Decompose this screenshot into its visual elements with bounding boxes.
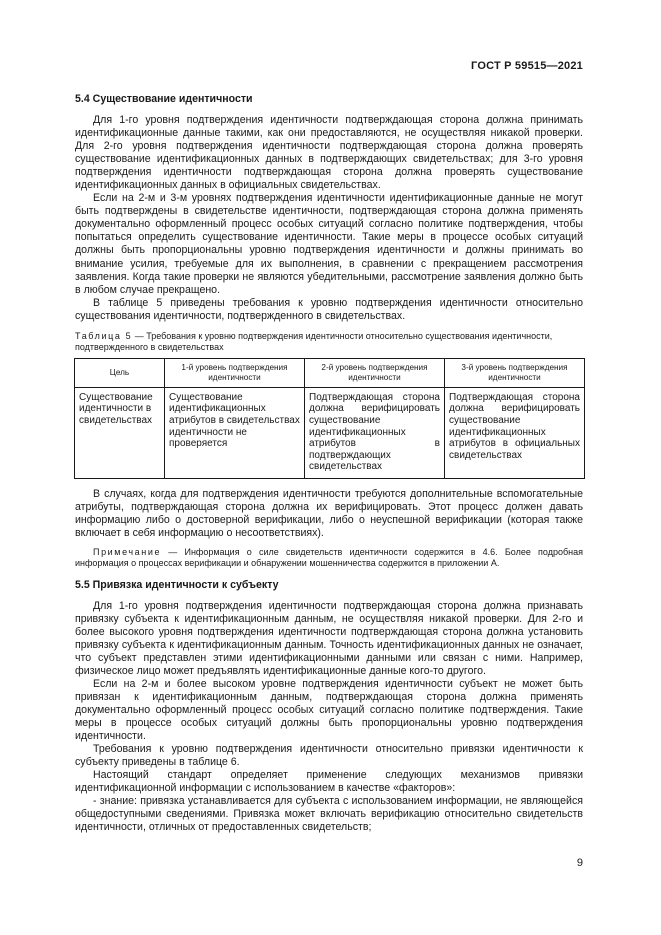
table-header-cell: Цель (75, 358, 165, 387)
paragraph: Настоящий стандарт определяет применение следующих механизмов привязки идентификационной информации с использованием в качестве «факторов»: (75, 769, 583, 795)
note (75, 547, 583, 570)
paragraph: Если на 2-м и более высоком уровне подтверждения идентичности субъект не может быть привязан к идентификационным данным, подтверждающая сторона должна применять документально оформленный процесс особых ситуаций согласно политике подтверждения. Такие меры в процессе особых ситуаций должны быть пропорциональны уровню подтверждения идентичности. (75, 677, 583, 743)
note-label: Примечание (93, 547, 162, 558)
table-header-cell: 3-й уровень подтверждения идентичности (445, 358, 585, 387)
table-header-cell: 1-й уровень подтверждения идентичности (165, 358, 305, 387)
section-5-5 (75, 579, 583, 835)
paragraph: Для 1-го уровня подтверждения идентичности подтверждающая сторона должна признавать привязку субъекта к идентификационным данным, не осуществляя никакой проверки. Для 2-го и более высокого уровня подтверждения идентичности подтверждающая сторона должна установить привязку субъекта к идентификационным данным. Точность идентификационных данных не означает, что субъект представлен этими идентификационными данными или связан с ними. Например, физическое лицо может предъявлять идентификационные данные кого-то другого. (75, 599, 583, 677)
table-header-row (75, 358, 585, 387)
paragraph: - знание: привязка устанавливается для субъекта с использованием информации, не являющейся общедоступными сведениями. Привязка может включать верификацию относительно свидетельств идентичности, отличных от предоставленных свидетельств; (75, 795, 583, 834)
paragraph: Если на 2-м и 3-м уровнях подтверждения идентичности идентификационные данные не могут быть подтверждены в свидетельстве идентичности, подтверждающая сторона должна применять документально оформленный процесс особых ситуаций согласно политике подтверждения, чтобы попытаться определить существование идентичности. Такие меры в процессе особых ситуаций должны быть пропорциональны уровню подтверждения идентичности и должны принимать во внимание усилия, требуемые для их выполнения, в сравнении с прекращением рассмотрения заявления. Когда такие проверки не являются убедительными, рассмотрение заявления должно быть в любом случае прекращено. (75, 192, 583, 296)
table-caption (75, 331, 583, 353)
paragraph: Требования к уровню подтверждения идентичности относительно привязки идентичности к субъекту приведены в таблице 6. (75, 743, 583, 769)
table-cell: Существование идентификационных атрибутов в свидетельствах идентичности не проверяется (165, 387, 305, 478)
table-header-cell: 2-й уровень подтверждения идентичности (305, 358, 445, 387)
table-row (75, 387, 585, 478)
requirements-table (74, 358, 585, 479)
document-code: ГОСТ Р 59515—2021 (471, 60, 583, 72)
note-text: — Информация о силе свидетельств идентичности содержится в 4.6. Более подробная информация о процессах верификации и обнаружении мошенничества содержится в приложении А. (75, 547, 583, 569)
table-caption-label: Таблица 5 (75, 330, 133, 341)
section-heading: 5.5 Привязка идентичности к субъекту (75, 578, 279, 591)
section-heading: 5.4 Существование идентичности (75, 93, 253, 105)
table-cell: Существование идентичности в свидетельствах (75, 387, 165, 478)
table-cell: Подтверждающая сторона должна верифицировать существование идентификационных атрибутов в подтверждающих свидетельствах (305, 387, 445, 478)
paragraph: В случаях, когда для подтверждения идентичности требуются дополнительные вспомогательные атрибуты, подтверждающая сторона должна их верифицировать. Этот процесс должен давать информацию либо о достоверной верификации, либо о неуспешной верификации (которая также включает в себя информацию о несоответствиях). (75, 487, 583, 540)
paragraph: Для 1-го уровня подтверждения идентичности подтверждающая сторона должна принимать идентификационные данные такими, как они предоставляются, не осуществляя никакой проверки. Для 2-го уровня подтверждения идентичности подтверждающая сторона должна проверять существование идентификационных данных в подтверждающих свидетельствах; для 3-го уровня подтверждения идентичности подтверждающая сторона должна проверять существование идентификационных данных в официальных свидетельствах. (75, 114, 583, 192)
table-caption-text: — Требования к уровню подтверждения идентичности относительно существования идентичности, подтвержденного в свидетельствах (75, 330, 553, 352)
section-5-4 (75, 93, 583, 835)
page-number: 9 (576, 857, 583, 869)
table-cell: Подтверждающая сторона должна верифицировать существование идентификационных атрибутов в официальных свидетельствах (445, 387, 585, 478)
paragraph: В таблице 5 приведены требования к уровню подтверждения идентичности относительно существования идентичности, подтвержденного в свидетельствах. (75, 296, 583, 322)
